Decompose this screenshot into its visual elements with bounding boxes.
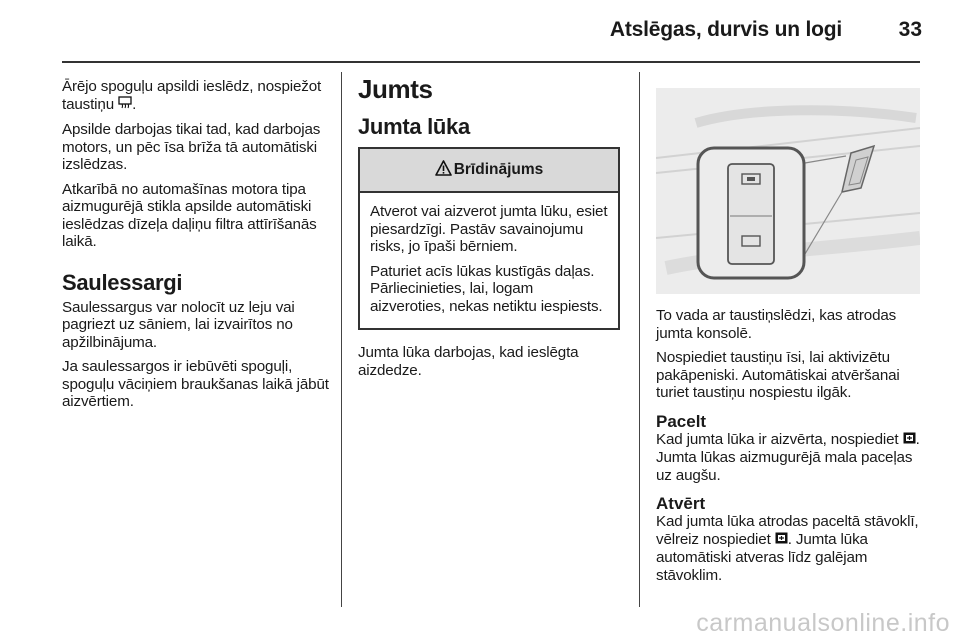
subheading-open: Atvērt <box>656 494 706 513</box>
sunroof-tilt-icon <box>775 532 788 550</box>
warning-paragraph-1: Atverot vai aizverot jumta lūku, esiet piesardzīgi. Pastāv savainojumu risks, jo īpaši bērniem. <box>370 203 608 255</box>
subheading-raise: Pacelt <box>656 411 707 431</box>
warning-triangle-icon <box>435 160 452 181</box>
sunroof-tilt-icon <box>903 432 916 450</box>
warning-header <box>360 149 618 193</box>
section-heading-roof: Jumts <box>358 74 433 104</box>
column-middle <box>358 75 620 386</box>
sunroof-switch-illustration <box>656 88 920 294</box>
page-number: 33 <box>898 18 922 41</box>
mirror-heating-paragraph: Ārējo spoguļu apsildi ieslēdz, nospiežot taustiņu . <box>62 78 322 113</box>
header-divider <box>62 61 920 63</box>
warning-title: Brīdinājums <box>453 161 544 178</box>
warning-paragraph-2: Paturiet acīs lūkas kustīgās daļas. Pārliecinieties, lai, logam aizveroties, nekas netiktu iespiests. <box>370 262 603 315</box>
column-left <box>62 78 330 418</box>
section-heading-sun-visors: Saulessargi <box>62 269 183 295</box>
watermark: carmanualsonline.info <box>696 609 950 637</box>
button-press-paragraph: Nospiediet taustiņu īsi, lai aktivizētu pakāpeniski. Automātiskai atvēršanai turiet taustiņu nospiestu ilgāk. <box>656 349 900 401</box>
rear-window-heating-paragraph: Atkarībā no automašīnas motora tipa aizmugurējā stikla apsilde automātiski ieslēdzas dīzeļa daļiņu filtra attīrīšanās laikā. <box>62 180 317 250</box>
open-paragraph: Kad jumta lūka atrodas paceltā stāvoklī, vēlreiz nospiediet . Jumta lūka automātiski atveras līdz galējam stāvoklim. <box>656 513 919 584</box>
page-header <box>0 0 960 62</box>
page-title: Atslēgas, durvis un logi <box>609 18 842 41</box>
sun-visor-paragraph: Saulessargus var nolocīt uz leju vai pagriezt uz sāniem, lai izvairītos no apžilbinājuma. <box>62 298 295 351</box>
heating-duration-paragraph: Apsilde darbojas tikai tad, kad darbojas motors, un pēc īsa brīža tā automātiski izslēdzas. <box>62 121 321 173</box>
sunroof-ignition-paragraph: Jumta lūka darbojas, kad ieslēgta aizdedze. <box>358 344 579 379</box>
column-divider-1 <box>341 72 342 607</box>
column-right <box>656 88 922 591</box>
warning-box <box>358 147 620 330</box>
warning-body <box>360 193 618 328</box>
visor-mirror-paragraph: Ja saulessargos ir iebūvēti spoguļi, spoguļu vāciņiem braukšanas laikā jābūt aizvērtiem. <box>62 358 329 410</box>
subheading-sunroof: Jumta lūka <box>358 114 470 139</box>
mirror-heating-icon <box>118 96 132 115</box>
raise-paragraph: Kad jumta lūka ir aizvērta, nospiediet . Jumta lūkas aizmugurējā mala paceļas uz augšu. <box>656 430 920 484</box>
column-divider-2 <box>639 72 640 607</box>
switch-location-paragraph: To vada ar taustiņslēdzi, kas atrodas jumta konsolē. <box>656 307 897 342</box>
